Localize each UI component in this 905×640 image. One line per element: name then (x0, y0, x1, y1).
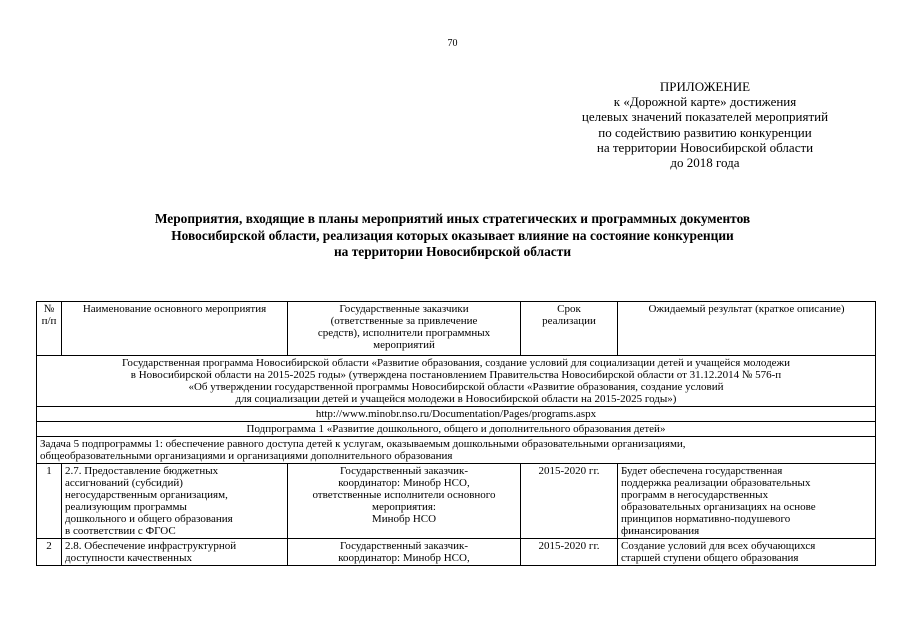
appendix-line: к «Дорожной карте» достижения (613, 94, 797, 110)
heading-line: Новосибирской области, реализация которых оказывает влияние на состояние конкуренции (171, 227, 734, 243)
appendix-title: ПРИЛОЖЕНИЕ (659, 79, 751, 94)
program-cell: Государственная программа Новосибирской области «Развитие образования, создание условий для социализации детей и учащейся молодежи в Новосибирской области на 2015-2025 годы» (утверждена постановлением Правительства Новосибирской области от 31.12.2014 № 576-п «Об утверждении государственной программы Новосибирской области «Развитие образования, создание условий для социализации детей и учащейся молодежи в Новосибирской области на 2015-2025 годы») (37, 356, 876, 407)
col-header-result: Ожидаемый результат (краткое описание) (618, 302, 876, 356)
measures-table (36, 301, 876, 566)
appendix-block (540, 79, 870, 170)
subprogram-title: Подпрограмма 1 «Развитие дошкольного, общего и дополнительного образования детей» (37, 422, 876, 437)
appendix-line: целевых значений показателей мероприятий (581, 109, 829, 125)
row-period: 2015-2020 гг. (521, 539, 618, 566)
col-header-name: Наименование основного мероприятия (62, 302, 288, 356)
row-num: 2 (37, 539, 62, 566)
table-header-row (37, 302, 876, 356)
appendix-line: по содействию развитию конкуренции (598, 124, 812, 140)
task-row (37, 437, 876, 464)
row-name: 2.7. Предоставление бюджетных ассигнований (субсидий) негосударственным организациям, реализующим программы дошкольного и общего образования в соответствии с ФГОС (62, 464, 288, 539)
heading-line: на территории Новосибирской области (333, 244, 572, 259)
program-url: http://www.minobr.nso.ru/Documentation/Pages/programs.aspx (37, 407, 876, 422)
row-customers: Государственный заказчик- координатор: Минобр НСО, (288, 539, 521, 566)
row-customers: Государственный заказчик- координатор: Минобр НСО, ответственные исполнители основного мероприятия: Минобр НСО (288, 464, 521, 539)
appendix-line: на территории Новосибирской области (596, 139, 814, 155)
task-cell: Задача 5 подпрограммы 1: обеспечение равного доступа детей к услугам, оказываемым дошкольными образовательными организациями, общеобразовательными организациями и организациями дополнительного образования (37, 437, 876, 464)
table-row (37, 539, 876, 566)
col-header-num: № п/п (37, 302, 62, 356)
appendix-line: до 2018 года (670, 155, 740, 171)
row-name: 2.8. Обеспечение инфраструктурной доступности качественных (62, 539, 288, 566)
url-row (37, 407, 876, 422)
page-number: 70 (447, 38, 458, 49)
document-heading (0, 211, 905, 261)
row-result: Будет обеспечена государственная поддержка реализации образовательных программ в негосударственных образовательных организациях на основе принципов нормативно-подушевого финансирования (618, 464, 876, 539)
subprogram-row (37, 422, 876, 437)
heading-line: Мероприятия, входящие в планы мероприятий иных стратегических и программных документов (154, 211, 751, 226)
row-period: 2015-2020 гг. (521, 464, 618, 539)
row-result: Создание условий для всех обучающихся старшей ступени общего образования (618, 539, 876, 566)
program-row (37, 356, 876, 407)
row-num: 1 (37, 464, 62, 539)
col-header-customers: Государственные заказчики (ответственные за привлечение средств), исполнители программных мероприятий (288, 302, 521, 356)
col-header-period: Срок реализации (521, 302, 618, 356)
table-row (37, 464, 876, 539)
